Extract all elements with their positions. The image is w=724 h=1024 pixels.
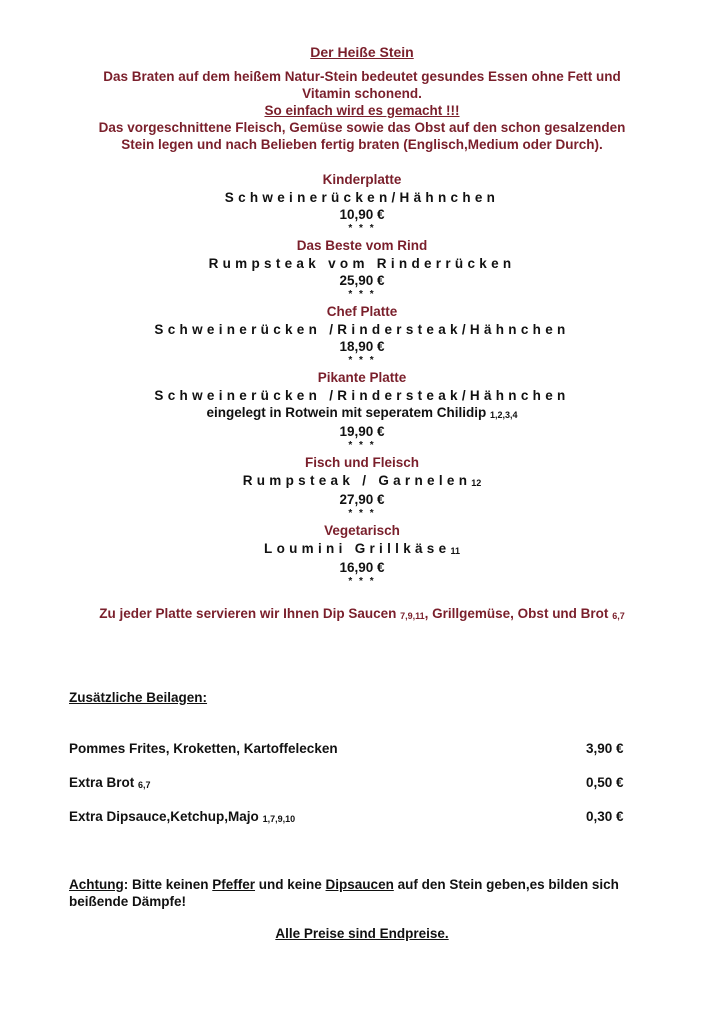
dish-name: Das Beste vom Rind (296, 238, 428, 253)
side-item-price: 0,30 € (586, 809, 624, 824)
dish-price: 16,90 € (339, 560, 385, 575)
separator-stars: * * * (348, 289, 376, 300)
separator-stars: * * * (348, 440, 376, 451)
side-item-label: Pommes Frites, Kroketten, Kartoffelecken (69, 741, 338, 756)
warning-text: auf den Stein geben,es bilden sich beißende Dämpfe! (69, 877, 619, 909)
dish-list (0, 171, 724, 590)
side-item (69, 741, 629, 756)
dish-beste-vom-rind (0, 237, 724, 300)
side-item (69, 809, 629, 824)
allergen-codes: 11 (450, 546, 460, 556)
dish-items-text: Rumpsteak / Garnelen (242, 473, 472, 488)
side-item-price: 3,90 € (586, 741, 624, 756)
intro-line-3: So einfach wird es gemacht !!! (264, 103, 460, 118)
dish-items (0, 540, 724, 559)
dish-pikante-platte (0, 369, 724, 451)
dish-note-text: eingelegt in Rotwein mit seperatem Chilidip (206, 405, 487, 420)
dish-name: Vegetarisch (324, 523, 400, 538)
side-item (69, 775, 629, 790)
warning-keyword: Pfeffer (212, 877, 256, 892)
dish-price: 19,90 € (339, 424, 385, 439)
dish-name: Chef Platte (326, 304, 398, 319)
dish-name: Fisch und Fleisch (304, 455, 420, 470)
allergen-codes: 1,2,3,4 (490, 410, 518, 420)
intro-line-1: Das Braten auf dem heißem Natur-Stein bedeutet gesundes Essen ohne Fett und (103, 69, 621, 84)
dish-name: Kinderplatte (322, 172, 402, 187)
intro-line-5: Stein legen und nach Belieben fertig braten (Englisch,Medium oder Durch). (121, 137, 603, 152)
dish-name: Pikante Platte (317, 370, 407, 385)
dish-price: 25,90 € (339, 273, 385, 288)
intro-text (0, 68, 724, 153)
separator-stars: * * * (348, 508, 376, 519)
dish-vegetarisch (0, 522, 724, 587)
allergen-codes: 6,7 (138, 780, 151, 790)
dish-fisch-und-fleisch (0, 454, 724, 519)
intro-line-4: Das vorgeschnittene Fleisch, Gemüse sowie das Obst auf den schon gesalzenden (98, 120, 626, 135)
warning-text: und keine (255, 877, 326, 892)
separator-stars: * * * (348, 576, 376, 587)
warning-note (69, 876, 649, 910)
allergen-codes: 12 (471, 478, 482, 488)
side-item-label: Extra Brot (69, 775, 139, 790)
side-item-price: 0,50 € (586, 775, 624, 790)
dish-items: Rumpsteak vom Rinderrücken (208, 256, 516, 271)
dish-items: Schweinerücken/Hähnchen (224, 190, 500, 205)
allergen-codes: 7,9,11 (400, 611, 425, 621)
dish-price: 10,90 € (339, 207, 385, 222)
price-disclaimer: Alle Preise sind Endpreise. (275, 926, 449, 941)
menu-title: Der Heiße Stein (310, 44, 414, 60)
dish-items: Schweinerücken /Rindersteak/Hähnchen (154, 322, 570, 337)
side-item-label: Extra Dipsauce,Ketchup,Majo (69, 809, 263, 824)
dish-items (0, 472, 724, 491)
dish-price: 18,90 € (339, 339, 385, 354)
separator-stars: * * * (348, 223, 376, 234)
dish-note (0, 404, 724, 423)
dish-items-text: Loumini Grillkäse (264, 541, 451, 556)
allergen-codes: 1,7,9,10 (262, 814, 296, 824)
intro-line-2: Vitamin schonend. (302, 86, 422, 101)
warning-keyword: Dipsaucen (325, 877, 394, 892)
warning-label: Achtung (69, 877, 124, 892)
dish-price: 27,90 € (339, 492, 385, 507)
dish-chef-platte (0, 303, 724, 366)
dish-kinderplatte (0, 171, 724, 234)
dish-items: Schweinerücken /Rindersteak/Hähnchen (154, 388, 570, 403)
serving-note-text: Zu jeder Platte servieren wir Ihnen Dip Saucen (99, 606, 401, 621)
serving-note-text: , Grillgemüse, Obst und Brot (424, 606, 613, 621)
sides-heading: Zusätzliche Beilagen: (69, 690, 208, 705)
warning-text: : Bitte keinen (123, 877, 213, 892)
allergen-codes: 6,7 (612, 611, 625, 621)
serving-note (0, 606, 724, 621)
separator-stars: * * * (348, 355, 376, 366)
